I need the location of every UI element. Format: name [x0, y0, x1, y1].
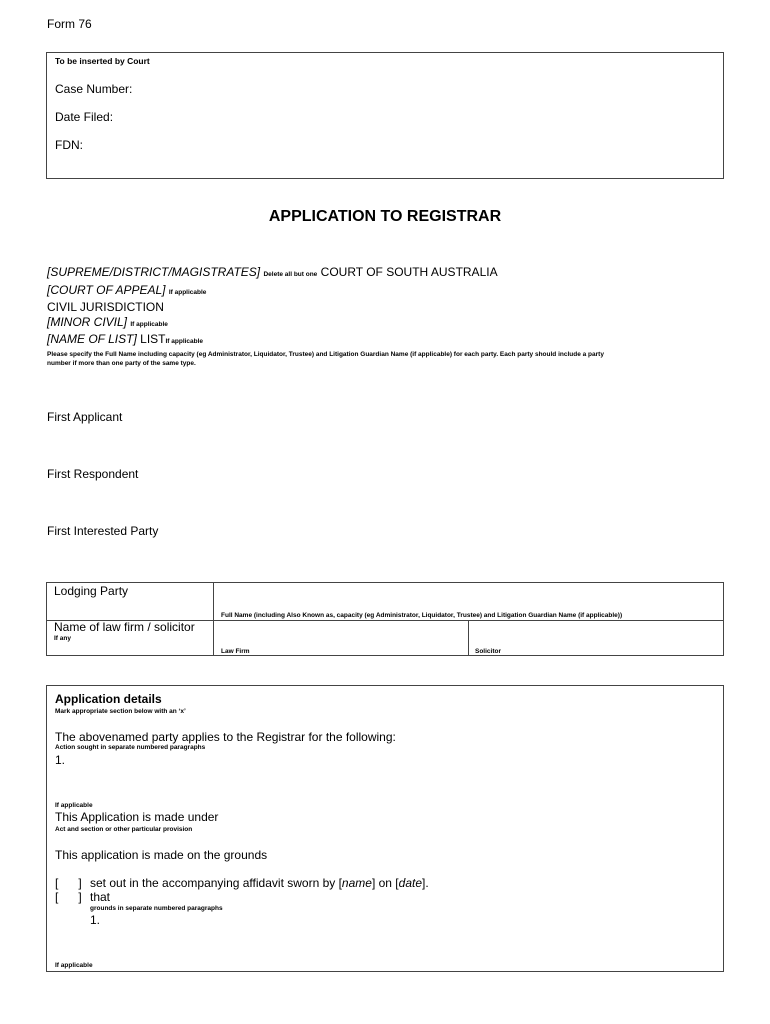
if-any-note: If any [54, 635, 71, 642]
court-heading-line4 [47, 315, 498, 333]
mark-note: Mark appropriate section below with an ‘x’ [55, 708, 186, 715]
option1-text [90, 876, 429, 890]
if-applicable-note: If applicable [168, 288, 207, 296]
full-name-note: Full Name (including Also Known as, capacity (eg Administrator, Liquidator, Trustee) and Litigation Guardian Name (if applicable)) [221, 612, 623, 619]
law-firm-column: Law Firm [221, 648, 250, 655]
grounds-intro: This application is made on the grounds [55, 848, 268, 862]
court-type: [SUPREME/DISTRICT/MAGISTRATES] [47, 265, 261, 279]
instructions-line-2: number if more than one party of the same type. [47, 360, 196, 367]
lodging-party-label: Lodging Party [54, 584, 129, 598]
option2-text: that [90, 890, 111, 904]
list-label: LIST [140, 332, 166, 346]
grounds-note: grounds in separate numbered paragraphs [90, 905, 223, 912]
option1-name: name [341, 876, 372, 890]
delete-note: Delete all but one [263, 271, 318, 278]
court-heading-line2 [47, 283, 498, 301]
option1-text-end: ]. [422, 876, 429, 890]
court-heading-line1 [47, 265, 498, 283]
date-filed-label: Date Filed: [55, 110, 114, 124]
page-title: APPLICATION TO REGISTRAR [268, 208, 502, 225]
court-use-box [46, 52, 724, 179]
option1-text-start: set out in the accompanying affidavit sworn by [ [90, 876, 342, 890]
court-of-appeal: [COURT OF APPEAL] [47, 282, 166, 297]
case-number-label: Case Number: [55, 82, 133, 96]
court-heading-line5 [47, 332, 498, 350]
law-firm-label: Name of law firm / solicitor [54, 620, 195, 634]
first-interested-party-label: First Interested Party [47, 524, 159, 538]
solicitor-column: Solicitor [475, 648, 502, 655]
application-details-heading: Application details [55, 692, 162, 706]
option2-checkbox[interactable]: [ ] [55, 890, 82, 904]
option1-date: date [398, 876, 422, 890]
if-applicable-note: If applicable [165, 338, 204, 345]
grounds-item-1: 1. [90, 913, 101, 927]
party-instructions [47, 350, 604, 368]
applies-text: The abovenamed party applies to the Registrar for the following: [55, 730, 396, 744]
option1-text-mid: ] on [ [371, 876, 399, 890]
civil-jurisdiction: CIVIL JURISDICTION [47, 300, 164, 314]
lodging-party-table [46, 582, 724, 656]
if-applicable-note: If applicable [55, 802, 93, 809]
action-note: Action sought in separate numbered paragraphs [55, 744, 206, 751]
court-name: COURT OF SOUTH AUSTRALIA [320, 265, 498, 279]
table-divider [213, 583, 214, 655]
first-applicant-label: First Applicant [47, 410, 123, 424]
minor-civil: [MINOR CIVIL] [47, 314, 128, 329]
fdn-label: FDN: [55, 138, 83, 152]
action-item-1: 1. [55, 753, 66, 767]
court-heading [47, 265, 498, 350]
name-of-list: [NAME OF LIST] [47, 332, 137, 346]
option1-checkbox[interactable]: [ ] [55, 876, 82, 890]
table-divider [468, 620, 469, 655]
form-number: Form 76 [47, 17, 92, 31]
first-respondent-label: First Respondent [47, 467, 139, 481]
instructions-line-1: Please specify the Full Name including capacity (eg Administrator, Liquidator, Trustee) and Litigation Guardian Name (if applicable) for each party. Each party should include a party [47, 351, 604, 358]
act-note: Act and section or other particular provision [55, 826, 193, 833]
court-box-heading: To be inserted by Court [55, 56, 150, 66]
application-details-box [46, 685, 724, 972]
if-applicable-note: If applicable [55, 962, 93, 969]
made-under-text: This Application is made under [55, 810, 219, 824]
if-applicable-note: If applicable [130, 320, 168, 328]
